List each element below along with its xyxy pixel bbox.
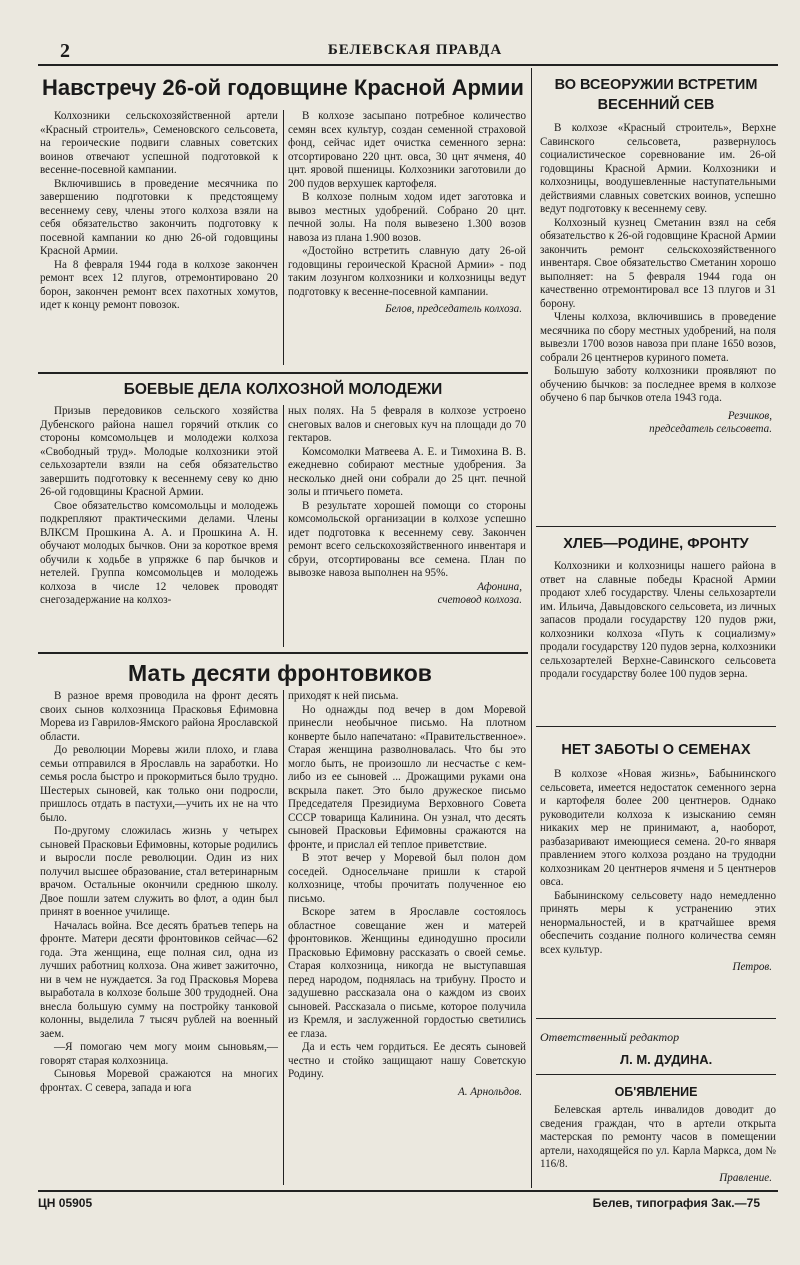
article3-col1 xyxy=(40,690,278,1188)
column-divider xyxy=(283,690,284,1185)
article6-signature: Петров. xyxy=(732,961,772,973)
section-rule xyxy=(536,1018,776,1019)
article5-headline: ХЛЕБ—РОДИНЕ, ФРОНТУ xyxy=(563,536,749,552)
notice-signature: Правление. xyxy=(719,1171,772,1184)
article4-headline-line2: ВЕСЕННИЙ СЕВ xyxy=(597,97,715,113)
paragraph: В колхозе засыпано потребное количество семян всех культур, создан семенной страховой фонд, сейчас идет очистка семенного зерна: отсортировано 220 цнт. овса, 30 цнт ячменя, 40 цнт. яровой пшеницы. Колхозники заготовили до 200 пудов верхушек картофеля. xyxy=(288,110,526,190)
paragraph: Члены колхоза, включившись в проведение месячника по сбору местных удобрений, на поля вывезли 1700 возов навоза при плане 1650 возов, собрали 26 центнеров куриного помета. xyxy=(540,311,776,364)
article2-headline: БОЕВЫЕ ДЕЛА КОЛХОЗНОЙ МОЛОДЕЖИ xyxy=(123,381,443,398)
paragraph: В разное время проводила на фронт десять своих сынов колхозница Прасковья Ефимовна Морева из Гаврилов-Ямского района Ярославской области. xyxy=(40,690,278,743)
paragraph: Белевская артель инвалидов доводит до сведения граждан, что в артели открыта мастерская по ремонту часов в помещении артели, находящейся по ул. Карла Маркса, дом № 116/8. xyxy=(540,1104,776,1170)
article1-headline: Навстречу 26-ой годовщине Красной Армии xyxy=(42,75,524,100)
paragraph: Комсомолки Матвеева А. Е. и Тимохина В. В. ежедневно собирают местные удобрения. За несколько дней они собрали до 25 цнт. печной золы и птичьего помета. xyxy=(288,445,526,498)
paragraph: Бабынинскому сельсовету надо немедленно принять меры к устранению этих ненормальностей, и в кратчайшее время обеспечить создание полного количества семян всех культур. xyxy=(540,889,776,956)
article4-signature-role: председатель сельсовета. xyxy=(649,423,772,435)
paragraph: Да и есть чем гордиться. Ее десять сыновей честно и стойко защищают нашу Советскую Родину. xyxy=(288,1041,526,1080)
article6-headline: НЕТ ЗАБОТЫ О СЕМЕНАХ xyxy=(561,742,751,758)
notice-body xyxy=(540,1104,776,1190)
paragraph: Вскоре затем в Ярославле состоялось областное совещание жен и матерей фронтовиков. Женщины единодушно просили Прасковью Ефимовну рассказать о своей семье. Старая колхозница, никогда не выступавшая перед народом, поднялась на трибуну. Просто и задушевно рассказала она о каждом из своих сыновей. Рассказала о письме, которое получила из Кремля, и заслуженной гордостью светились ее глаза. xyxy=(288,906,526,1040)
paragraph: В колхозе «Красный строитель», Верхне Савинского сельсовета, развернулось социалистическое соревнование им. 26-ой годовщины Красной Армии. Колхозники и колхозницы, воодушевленные наступательными действиями славных советских воинов, успешно ведут подготовку к весеннему севу. xyxy=(540,122,776,215)
header-rule xyxy=(38,64,778,66)
article4-body xyxy=(540,122,776,524)
notice-headline: ОБ'ЯВЛЕНИЕ xyxy=(614,1085,698,1099)
paragraph: Свое обязательство комсомольцы и молодежь подкрепляют практическими делами. Члены ВЛКСМ Прошкина А. А. и Прошкина А. Н. обучают молодых бычков. Они за короткое время обучили к ходьбе в упряжке 6 пар бычков и нетелей. Группа комсомольцев и молодежь колхоза в числе 12 человек проводят снегозадержание на колхоз- xyxy=(40,499,278,606)
newspaper-name: БЕЛЕВСКАЯ ПРАВДА xyxy=(327,42,503,58)
article2-col2 xyxy=(288,405,526,650)
paragraph: Большую заботу колхозники проявляют по обучению бычков: за последнее время в колхозе обучено 6 пар бычков отела 1943 года. xyxy=(540,365,776,404)
article6-body xyxy=(540,768,776,1014)
paragraph: приходят к ней письма. xyxy=(288,690,399,702)
paragraph: В этот вечер у Моревой был полон дом соседей. Односельчане пришли к старой колхознице, чтобы прочитать полученное ею письмо. xyxy=(288,852,526,905)
article2-signature-name: Афонина, xyxy=(477,580,522,593)
article4-signature-name: Резчиков, xyxy=(727,409,772,422)
section-rule xyxy=(38,652,528,654)
article1-col1 xyxy=(40,110,278,368)
paragraph: Колхозный кузнец Сметанин взял на себя обязательство к 26-ой годовщине Красной Армии закончить ремонт сельскохозяйственного инвентаря. Свое обязательство Сметанин хорошо выполняет: на 5 февраля 1944 года он качественно отремонтировал все 13 плугов и 31 борону. xyxy=(540,216,776,310)
article1-col2 xyxy=(288,110,526,372)
article2-signature-role: счетовод колхоза. xyxy=(437,594,522,606)
paragraph: Колхозники сельскохозяйственной артели «Красный строитель», Семеновского сельсовета, на героические подвиги славных советских воинов отвечают успешной подготовкой к весенне-посевной кампании. xyxy=(40,110,278,176)
article3-col2 xyxy=(288,690,526,1190)
article3-headline: Мать десяти фронтовиков xyxy=(128,660,432,686)
footer-left: ЦН 05905 xyxy=(38,1196,93,1210)
paragraph: В результате хорошей помощи со стороны комсомольской организации в колхозе успешно идет подготовка к весеннему севу. Закончен ремонт всего сельскохозяйственного инвентаря и сбруи, отсортированы все семена. План по вывозке навоза выполнен на 95%. xyxy=(288,499,526,579)
section-rule xyxy=(38,372,528,374)
paragraph: По-другому сложилась жизнь у четырех сыновей Прасковьи Ефимовны, которые родились и выросли после революции. Один из них получил высшее образование, стал ветеринарным врачом. Остальные окончили среднюю школу. Двое пошли затем служить во флот, а один был принят в военное училище. xyxy=(40,825,278,918)
paragraph: На 8 февраля 1944 года в колхозе закончен ремонт всех 12 плугов, отремонтировано 20 борон, закончен ремонт всех пахотных хомутов, идет к концу ремонт повозок. xyxy=(40,258,278,311)
section-rule xyxy=(536,526,776,527)
article2-col1 xyxy=(40,405,278,650)
article1-signature: Белов, председатель колхоза. xyxy=(385,303,522,315)
paragraph: В колхозе «Новая жизнь», Бабынинского сельсовета, имеется недостаток семенного зерна и картофеля более 200 центнеров. Однако руководители колхоза к изысканию семян никаких мер не принимают, а, наоборот, разбазаривают имеющиеся семена. 20-го января правлением этого колхоза роздано на трудодни колхозникам 20 центнеров ячменя и 5 центнеров овса. xyxy=(540,768,776,888)
section-rule xyxy=(536,1074,776,1075)
paragraph: Началась война. Все десять братьев теперь на фронте. Матери десяти фронтовиков сейчас—62 года. Эта женщина, еще полная сил, одна из лучших работниц колхоза. Она живет зажиточно, ни в чем не нуждается. За год Прасковья Морева выработала в колхозе больше 300 трудодней. Она внесла большую сумму на постройку танковой колонны, выделила 7 тысяч рублей на военный заем. xyxy=(40,919,278,1040)
paragraph: «Достойно встретить славную дату 26-ой годовщины героической Красной Армии» - под таким лозунгом колхозники и колхозницы ведут подготовку к весенне-посевной кампании. xyxy=(288,245,526,298)
footer-right: Белев, типография Зак.—75 xyxy=(592,1196,760,1210)
page-number: 2 xyxy=(60,40,70,62)
paragraph: Включившись в проведение месячника по завершению подготовки к предстоящему весеннему севу, члены этого колхоза взяли на себя обязательство закончить подготовку к посевной кампании ко дню 26-ой годовщины Красной Армии. xyxy=(40,177,278,257)
editor-label: Ответственный редактор xyxy=(540,1030,680,1044)
column-divider xyxy=(283,405,284,647)
paragraph: Призыв передовиков сельского хозяйства Дубенского района нашел горячий отклик со стороны комсомольцев и молодежи колхоза «Свободный труд». Молодые колхозники этой сельхозартели взяли на себя обязательство завершить подготовку к весеннему севу ко дню 26-ой годовщины Красной Армии. xyxy=(40,405,278,498)
editor-name: Л. М. ДУДИНА. xyxy=(620,1052,713,1067)
column-divider xyxy=(283,110,284,365)
paragraph: Сыновья Моревой сражаются на многих фронтах. С севера, запада и юга xyxy=(40,1068,278,1094)
article3-signature: А. Арнольдов. xyxy=(457,1085,522,1098)
right-column-divider xyxy=(531,68,532,1188)
paragraph: До революции Моревы жили плохо, и глава семьи отправился в Ярославль на заработки. Но семья росла быстро и прокормиться было трудно. Шестерых сыновей, как только они подросли, пришлось отдать в пастухи,—учить их не на что было. xyxy=(40,744,278,824)
article4-headline xyxy=(536,75,776,115)
paragraph: Но однажды под вечер в дом Моревой принесли необычное письмо. На плотном конверте было напечатано: «Правительственное». Старая женщина разволновалась. Что бы это могло быть, не произошло ли несчастье с кем-либо из ее сыновей ... Дрожащими руками она вскрыла пакет. Это было дружеское письмо Председателя Президиума Верховного Совета СССР товарища Калинина. Он узнал, что десять сыновей Прасковьи Ефимовны сражаются на фронте, и прислал ей теплое приветствие. xyxy=(288,703,526,851)
paragraph: В колхозе полным ходом идет заготовка и вывоз местных удобрений. Собрано 20 цнт. печной золы. На поля вывезено 1.300 возов навоза из плана 1.900 возов. xyxy=(288,191,526,244)
footer-rule xyxy=(38,1190,778,1192)
article4-headline-line1: ВО ВСЕОРУЖИИ ВСТРЕТИМ xyxy=(554,77,758,93)
article5-body xyxy=(540,560,776,722)
section-rule xyxy=(536,726,776,727)
page-header xyxy=(60,40,770,62)
paragraph: —Я помогаю чем могу моим сыновьям,—говорят старая колхозница. xyxy=(40,1041,278,1067)
paragraph: ных полях. На 5 февраля в колхозе устроено снеговых валов и снеговых куч на площади до 70 гектаров. xyxy=(288,405,526,444)
paragraph: Колхозники и колхозницы нашего района в ответ на славные победы Красной Армии продают хлеб государству. Члены сельхозартели им. Ильича, Давыдовского сельсовета, из личных запасов продали государству 120 пудов ржи, колхозники колхоза «Путь к социализму» продали государству 120 пудов зерна, колхозники сельхозартелей Верхне-Савинского сельсовета продали государству более 100 пудов зерна. xyxy=(540,560,776,680)
